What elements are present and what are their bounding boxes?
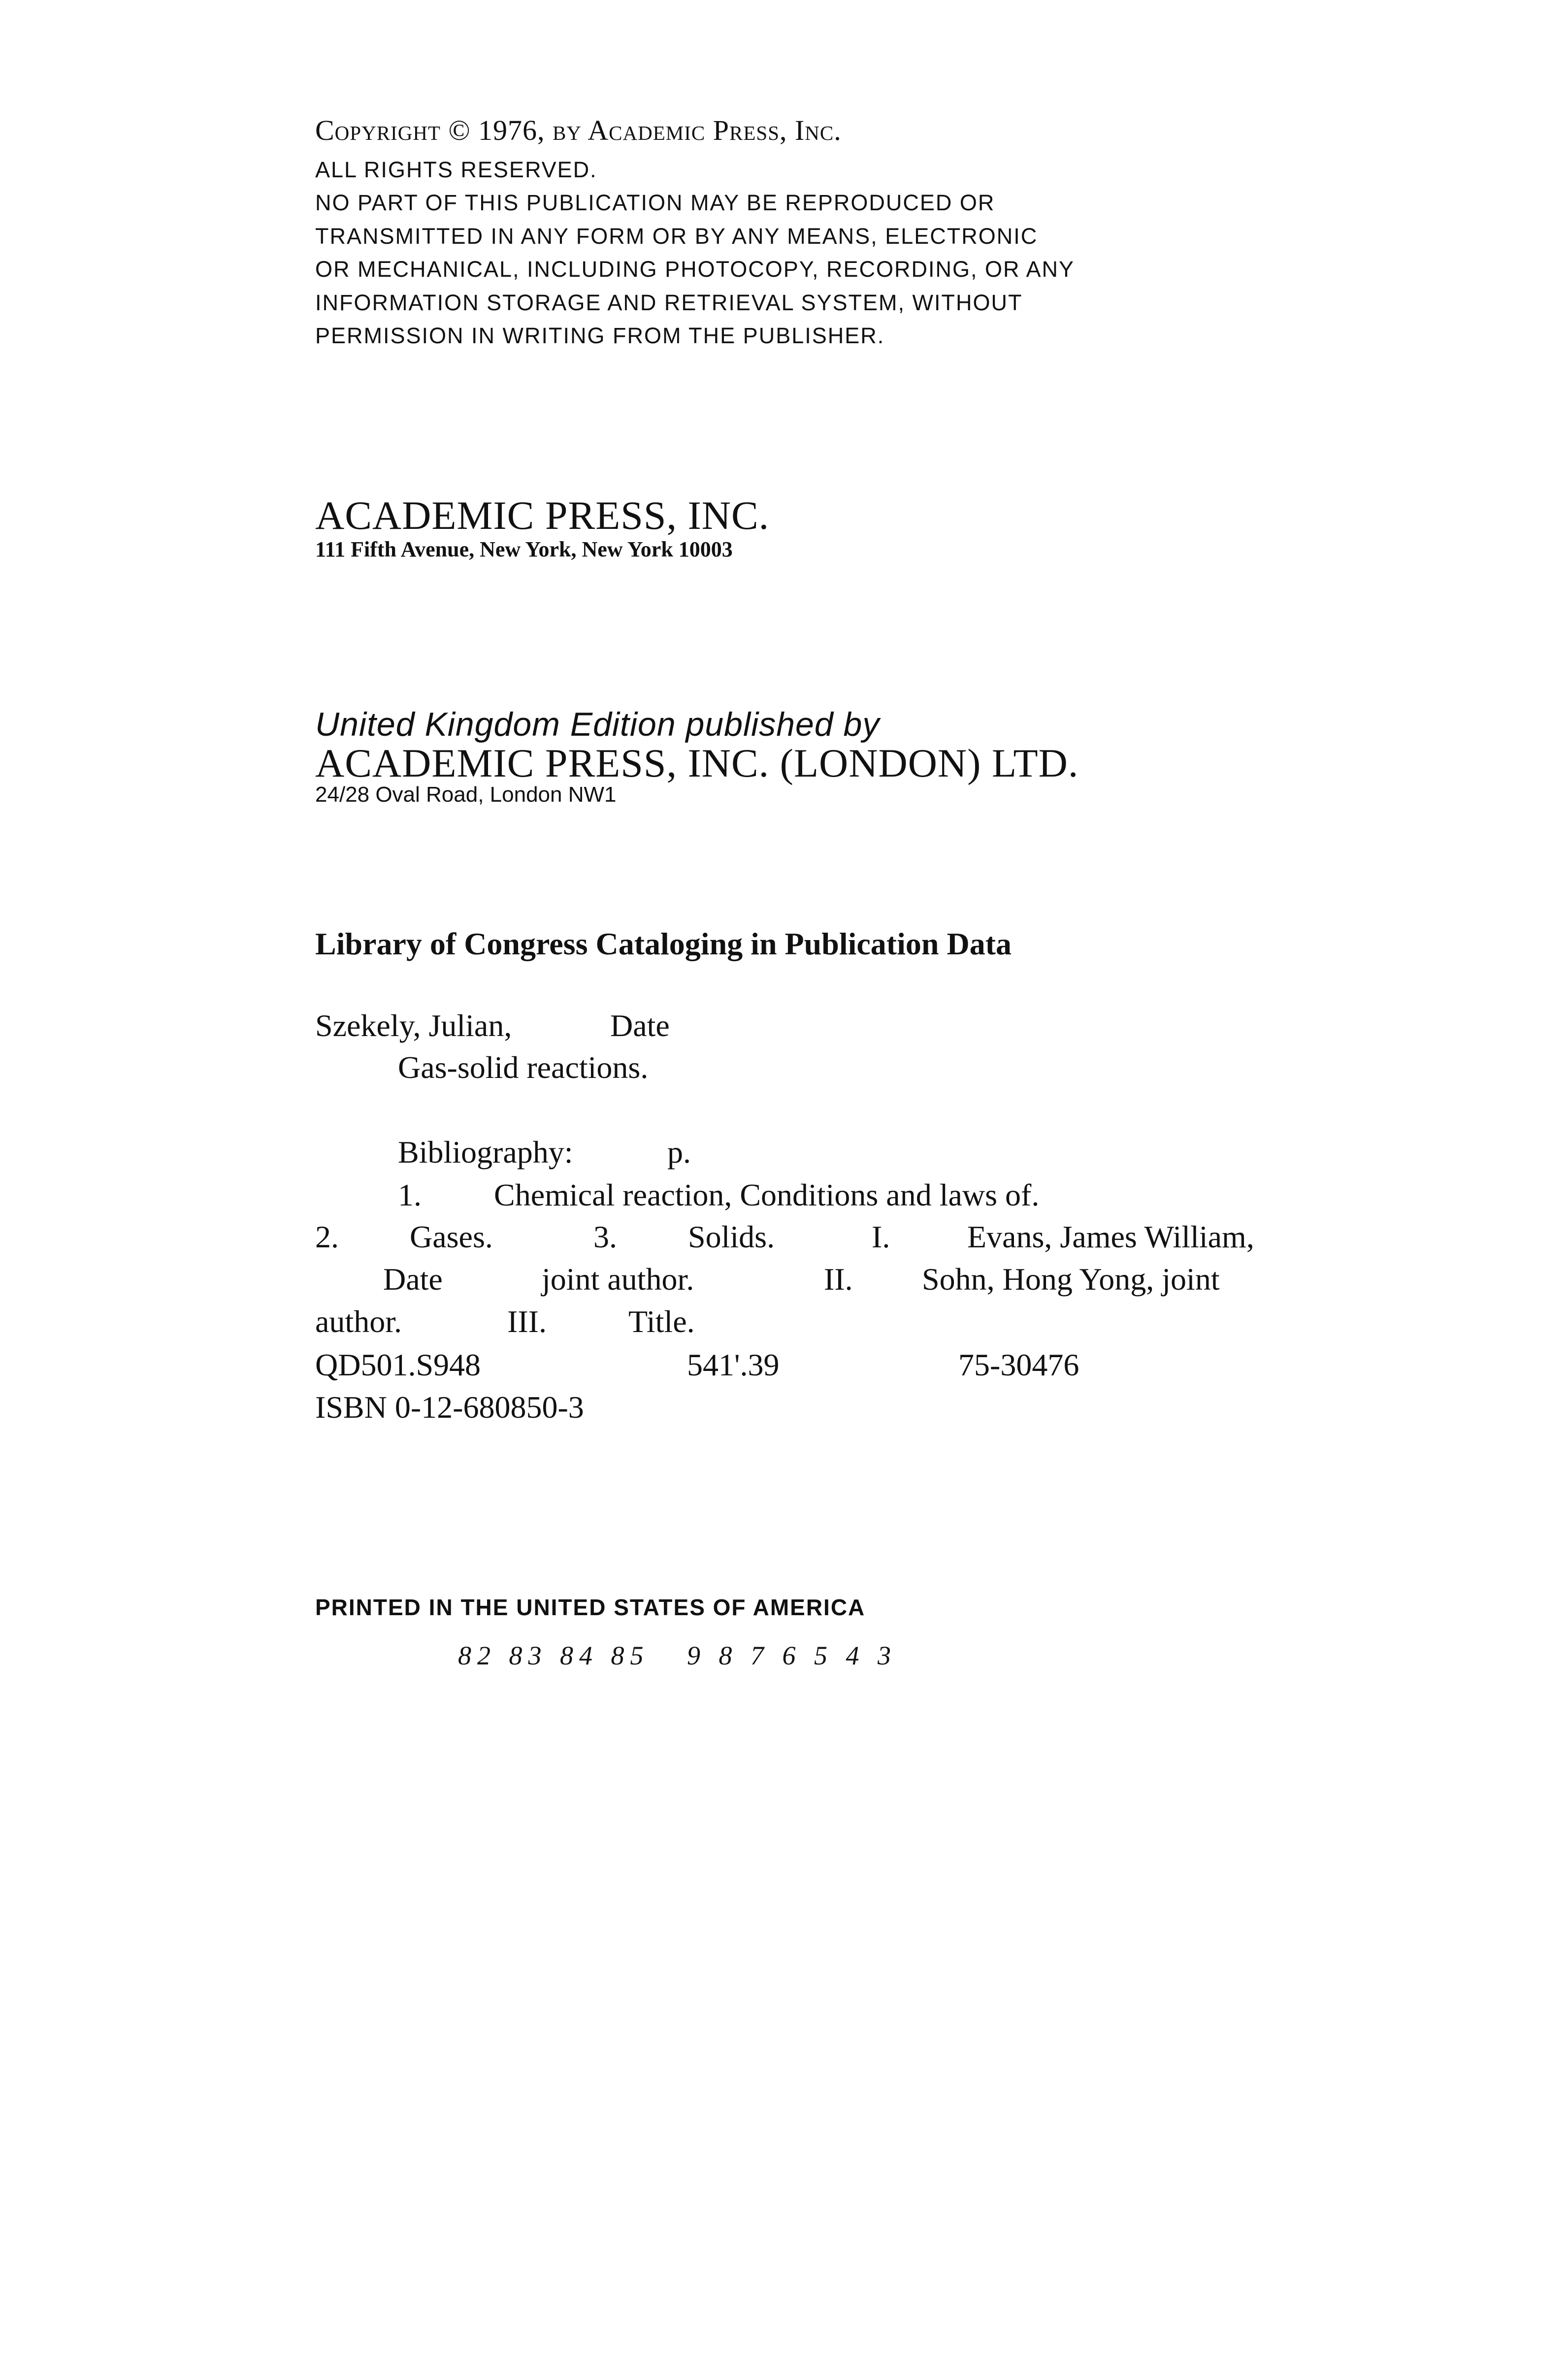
cip-author: Szekely, Julian, [315, 1008, 512, 1043]
cip-added-entry-number: II. [824, 1262, 853, 1297]
cip-added-entry-role: author. [315, 1304, 402, 1339]
cip-dewey-number: 541'.39 [687, 1347, 780, 1382]
cip-lc-call-number: QD501.S948 [315, 1347, 481, 1382]
rights-line: INFORMATION STORAGE AND RETRIEVAL SYSTEM, WITHOUT [315, 290, 1023, 315]
cip-card-number: 75-30476 [958, 1347, 1079, 1382]
printed-in-notice: PRINTED IN THE UNITED STATES OF AMERICA [315, 1595, 866, 1620]
uk-publisher-name: ACADEMIC PRESS, INC. (LONDON) LTD. [315, 741, 1079, 785]
cip-subject-number: 2. [315, 1219, 339, 1254]
uk-edition-intro: United Kingdom Edition published by [315, 706, 880, 743]
publisher-address: 111 Fifth Avenue, New York, New York 10003 [315, 537, 733, 561]
cip-title: Gas-solid reactions. [398, 1050, 649, 1085]
cip-subject: Chemical reaction, Conditions and laws of. [494, 1177, 1040, 1212]
cip-author-date: Date [610, 1008, 670, 1043]
rights-line: OR MECHANICAL, INCLUDING PHOTOCOPY, RECORDING, OR ANY [315, 257, 1075, 282]
cip-subject-number: 1. [398, 1177, 422, 1212]
cip-added-entry: Evans, James William, [967, 1219, 1254, 1254]
cip-added-entry: Sohn, Hong Yong, joint [922, 1262, 1220, 1297]
uk-publisher-address: 24/28 Oval Road, London NW1 [315, 782, 617, 807]
rights-line: NO PART OF THIS PUBLICATION MAY BE REPRODUCED OR [315, 190, 995, 215]
cip-isbn: ISBN 0-12-680850-3 [315, 1390, 584, 1425]
publisher-name: ACADEMIC PRESS, INC. [315, 493, 770, 538]
cip-subject: Solids. [688, 1219, 775, 1254]
copyright-notice: Copyright © 1976, by Academic Press, Inc. [315, 114, 842, 146]
cip-added-entry-role: joint author. [542, 1262, 694, 1297]
cip-added-entry: Title. [628, 1304, 695, 1339]
rights-line: PERMISSION IN WRITING FROM THE PUBLISHER. [315, 323, 885, 348]
cip-added-entry-number: I. [872, 1219, 890, 1254]
cip-heading: Library of Congress Cataloging in Publication Data [315, 926, 1012, 961]
cip-subject: Gases. [410, 1219, 493, 1254]
impression-line: 82 83 84 85 9 8 7 6 5 4 3 [458, 1641, 897, 1670]
cip-added-entry-date: Date [383, 1262, 443, 1297]
rights-line: TRANSMITTED IN ANY FORM OR BY ANY MEANS, ELECTRONIC [315, 224, 1038, 249]
cip-bibliography: Bibliography: [398, 1135, 573, 1170]
cip-added-entry-number: III. [507, 1304, 547, 1339]
cip-bibliography-pages: p. [667, 1135, 691, 1170]
rights-line: ALL RIGHTS RESERVED. [315, 157, 597, 182]
cip-subject-number: 3. [593, 1219, 617, 1254]
